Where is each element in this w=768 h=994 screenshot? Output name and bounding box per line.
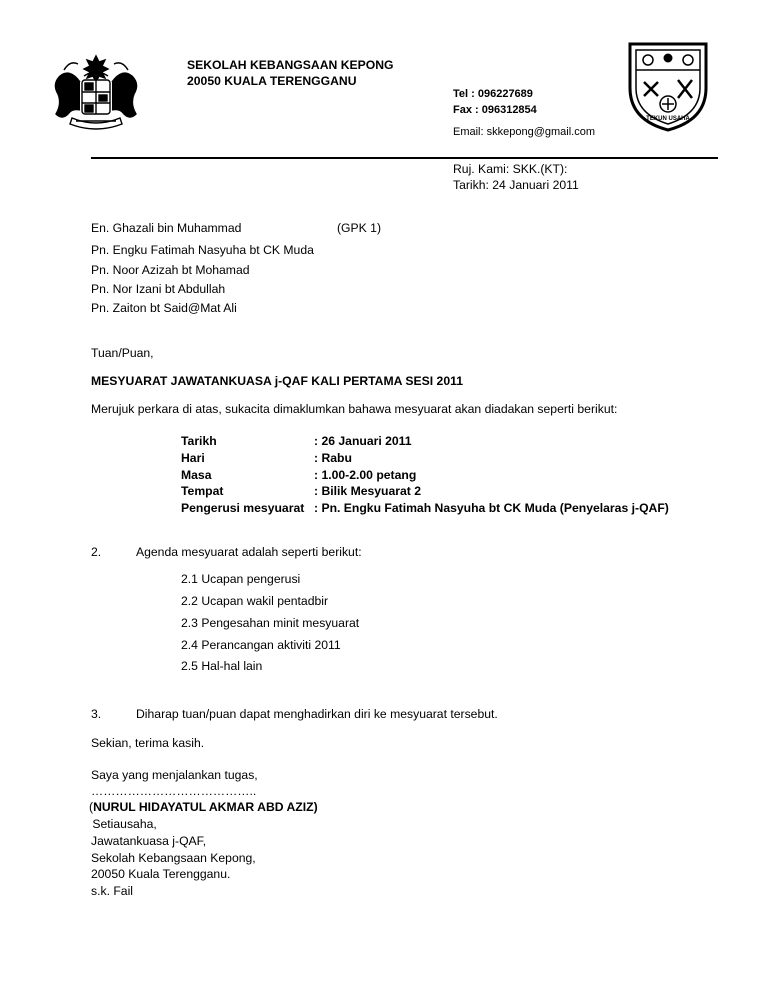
- paragraph-text: Diharap tuan/puan dapat menghadirkan diri ke mesyuarat tersebut.: [136, 707, 498, 721]
- email: Email: skkepong@gmail.com: [453, 126, 595, 138]
- signatory-open-paren: (: [89, 800, 94, 814]
- recipient-name: En. Ghazali bin Muhammad: [91, 221, 242, 235]
- signatory-name: [89, 800, 318, 814]
- detail-value: : Bilik Mesyuarat 2: [314, 484, 422, 498]
- recipient-role: (GPK 1): [337, 221, 382, 235]
- school-crest-icon: [622, 38, 714, 134]
- header-divider: [91, 157, 718, 159]
- recipient-name: Pn. Noor Azizah bt Mohamad: [91, 263, 250, 277]
- agenda-item: 2.3 Pengesahan minit mesyuarat: [181, 616, 360, 630]
- detail-label: Pengerusi mesyuarat: [181, 501, 305, 515]
- tel: Tel : 096227689: [453, 88, 533, 100]
- detail-label: Tarikh: [181, 434, 217, 448]
- detail-value: : 1.00-2.00 petang: [314, 468, 417, 482]
- detail-value: : Rabu: [314, 451, 352, 465]
- signature-line: …………………………………..: [91, 784, 257, 798]
- agenda-item: 2.2 Ucapan wakil pentadbir: [181, 594, 329, 608]
- school-crest-motto: TEKUN USAHA: [646, 116, 690, 122]
- recipient-name: Pn. Engku Fatimah Nasyuha bt CK Muda: [91, 243, 314, 257]
- salutation: Tuan/Puan,: [91, 346, 154, 360]
- school-address: 20050 KUALA TERENGGANU: [187, 74, 357, 88]
- signatory-line: Setiausaha,: [89, 817, 157, 831]
- detail-value: : 26 Januari 2011: [314, 434, 412, 448]
- paragraph-text: Agenda mesyuarat adalah seperti berikut:: [136, 545, 362, 559]
- recipient-name: Pn. Nor Izani bt Abdullah: [91, 282, 226, 296]
- detail-label: Hari: [181, 451, 205, 465]
- paragraph-number: 2.: [91, 545, 102, 559]
- agenda-item: 2.5 Hal-hal lain: [181, 659, 263, 673]
- signatory-line: Sekolah Kebangsaan Kepong,: [91, 851, 256, 865]
- signatory-line: Jawatankuasa j-QAF,: [91, 834, 207, 848]
- fax: Fax : 096312854: [453, 104, 537, 116]
- malaysia-coat-of-arms-icon: [50, 52, 142, 134]
- paragraph-number: 3.: [91, 707, 102, 721]
- intro-paragraph: Merujuk perkara di atas, sukacita dimaklumkan bahawa mesyuarat akan diadakan seperti berikut:: [91, 402, 618, 416]
- recipient-name: Pn. Zaiton bt Said@Mat Ali: [91, 301, 237, 315]
- letter-date: Tarikh: 24 Januari 2011: [453, 178, 579, 192]
- agenda-item: 2.4 Perancangan aktiviti 2011: [181, 638, 341, 652]
- school-name: SEKOLAH KEBANGSAAN KEPONG: [187, 58, 394, 72]
- signatory-line: s.k. Fail: [91, 884, 133, 898]
- detail-value: : Pn. Engku Fatimah Nasyuha bt CK Muda (Penyelaras j-QAF): [314, 501, 669, 515]
- detail-label: Tempat: [181, 484, 224, 498]
- agenda-item: 2.1 Ucapan pengerusi: [181, 572, 301, 586]
- signoff: Saya yang menjalankan tugas,: [91, 768, 258, 782]
- letter-subject: MESYUARAT JAWATANKUASA j-QAF KALI PERTAMA SESI 2011: [91, 374, 463, 388]
- signatory-line: 20050 Kuala Terengganu.: [91, 867, 231, 881]
- detail-label: Masa: [181, 468, 212, 482]
- reference-number: Ruj. Kami: SKK.(KT):: [453, 162, 568, 176]
- closing: Sekian, terima kasih.: [91, 736, 205, 750]
- signatory-name-text: NURUL HIDAYATUL AKMAR ABD AZIZ): [93, 800, 318, 814]
